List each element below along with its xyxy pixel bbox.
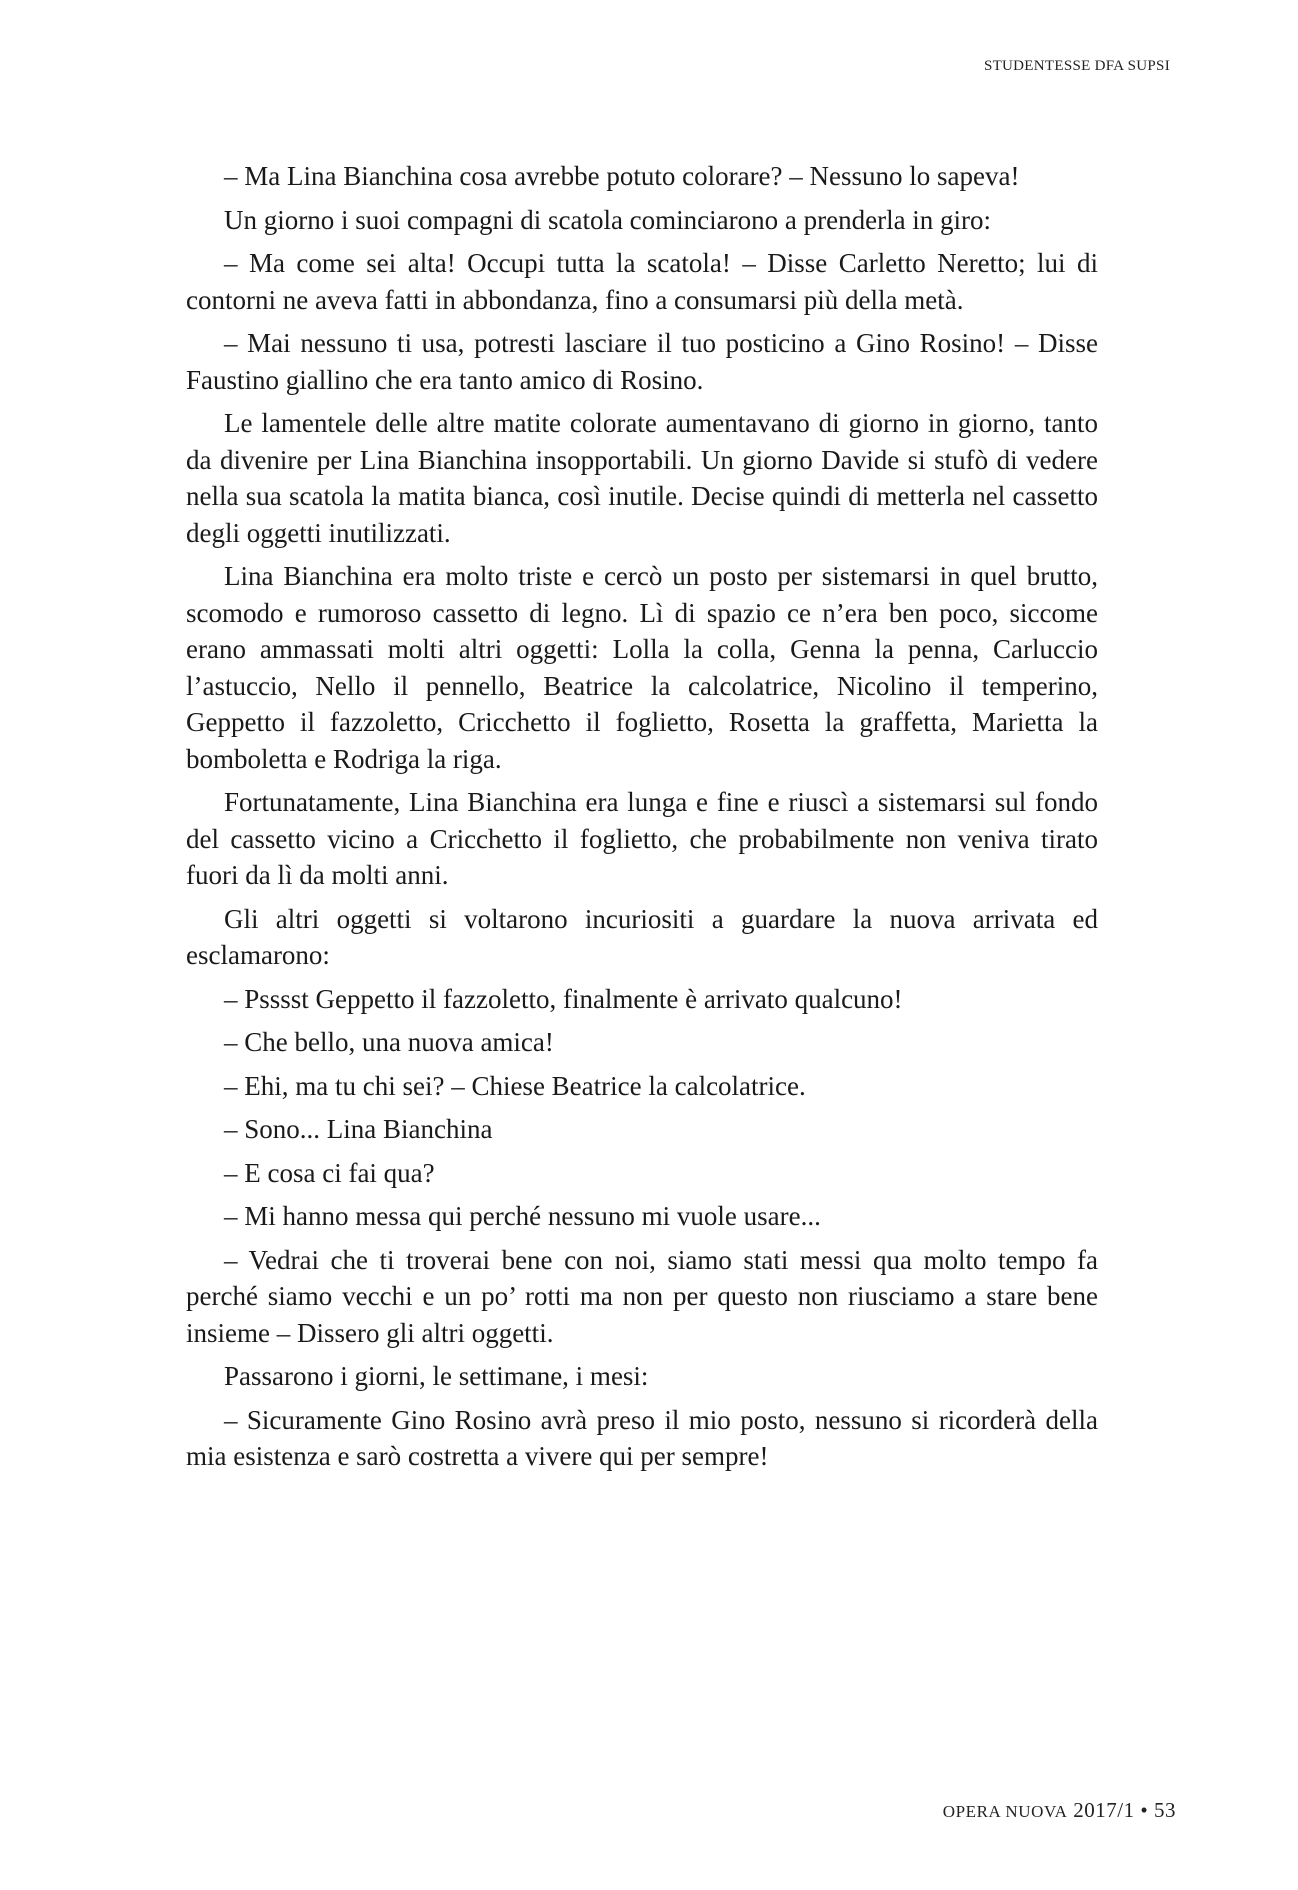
paragraph: Le lamentele delle altre matite colorate aumentavano di giorno in giorno, tanto da divenire per Lina Bianchina insopportabili. Un giorno Davide si stufò di vedere nella sua scatola la matita bianca, così inutile. Decise quindi di metterla nel cassetto degli oggetti inutilizzati. <box>186 408 1098 548</box>
paragraph: – Mai nessuno ti usa, potresti lasciare il tuo posticino a Gino Rosino! – Disse Faustino giallino che era tanto amico di Rosino. <box>186 328 1098 395</box>
dialogue-line: – Psssst Geppetto il fazzoletto, finalmente è arrivato qualcuno! <box>224 983 903 1014</box>
dialogue-line: – Sono... Lina Bianchina <box>224 1114 493 1144</box>
journal-issue: 2017/1 <box>1073 1798 1135 1822</box>
dialogue-line: – E cosa ci fai qua? <box>224 1157 435 1188</box>
paragraph: – Ma Lina Bianchina cosa avrebbe potuto colorare? – Nessuno lo sapeva! <box>224 161 1020 191</box>
paragraph: Un giorno i suoi compagni di scatola cominciarono a prenderla in giro: <box>224 204 992 235</box>
paragraph: Passarono i giorni, le settimane, i mesi: <box>224 1361 649 1391</box>
paragraph: Gli altri oggetti si voltarono incuriositi a guardare la nuova arrivata ed esclamarono: <box>186 903 1098 970</box>
paragraph: Fortunatamente, Lina Bianchina era lunga e fine e riuscì a sistemarsi sul fondo del cassetto vicino a Cricchetto il foglietto, che probabilmente non veniva tirato fuori da lì da molti anni. <box>186 787 1098 890</box>
journal-name: OPERA NUOVA <box>942 1802 1068 1821</box>
dialogue-line: – Ehi, ma tu chi sei? – Chiese Beatrice la calcolatrice. <box>224 1070 806 1101</box>
running-head: STUDENTESSE DFA SUPSI <box>983 58 1170 74</box>
page-number: 53 <box>1154 1798 1176 1822</box>
paragraph: – Vedrai che ti troverai bene con noi, siamo stati messi qua molto tempo fa perché siamo vecchi e un po’ rotti ma non per questo non riusciamo a stare bene insieme – Dissero gli altri oggetti. <box>186 1244 1098 1348</box>
article-body <box>186 158 1098 1482</box>
dialogue-line: – Che bello, una nuova amica! <box>224 1027 554 1057</box>
dialogue-line: – Mi hanno messa qui perché nessuno mi vuole usare... <box>224 1201 821 1231</box>
paragraph: Lina Bianchina era molto triste e cercò un posto per sistemarsi in quel brutto, scomodo e rumoroso cassetto di legno. Lì di spazio ce n’era ben poco, siccome erano ammassati molti altri oggetti: Lolla la colla, Genna la penna, Carluccio l’astuccio, Nello il pennello, Beatrice la calcolatrice, Nicolino il temperino, Geppetto il fazzoletto, Cricchetto il foglietto, Rosetta la graffetta, Marietta la bomboletta e Rodriga la riga. <box>186 561 1098 774</box>
page-footer <box>943 1798 1176 1823</box>
paragraph: – Sicuramente Gino Rosino avrà preso il mio posto, nessuno si ricorderà della mia esistenza e sarò costretta a vivere qui per sempre! <box>186 1404 1098 1471</box>
footer-separator: • <box>1140 1798 1149 1822</box>
paragraph: – Ma come sei alta! Occupi tutta la scatola! – Disse Carletto Neretto; lui di contorni ne aveva fatti in abbondanza, fino a consumarsi più della metà. <box>186 248 1098 315</box>
